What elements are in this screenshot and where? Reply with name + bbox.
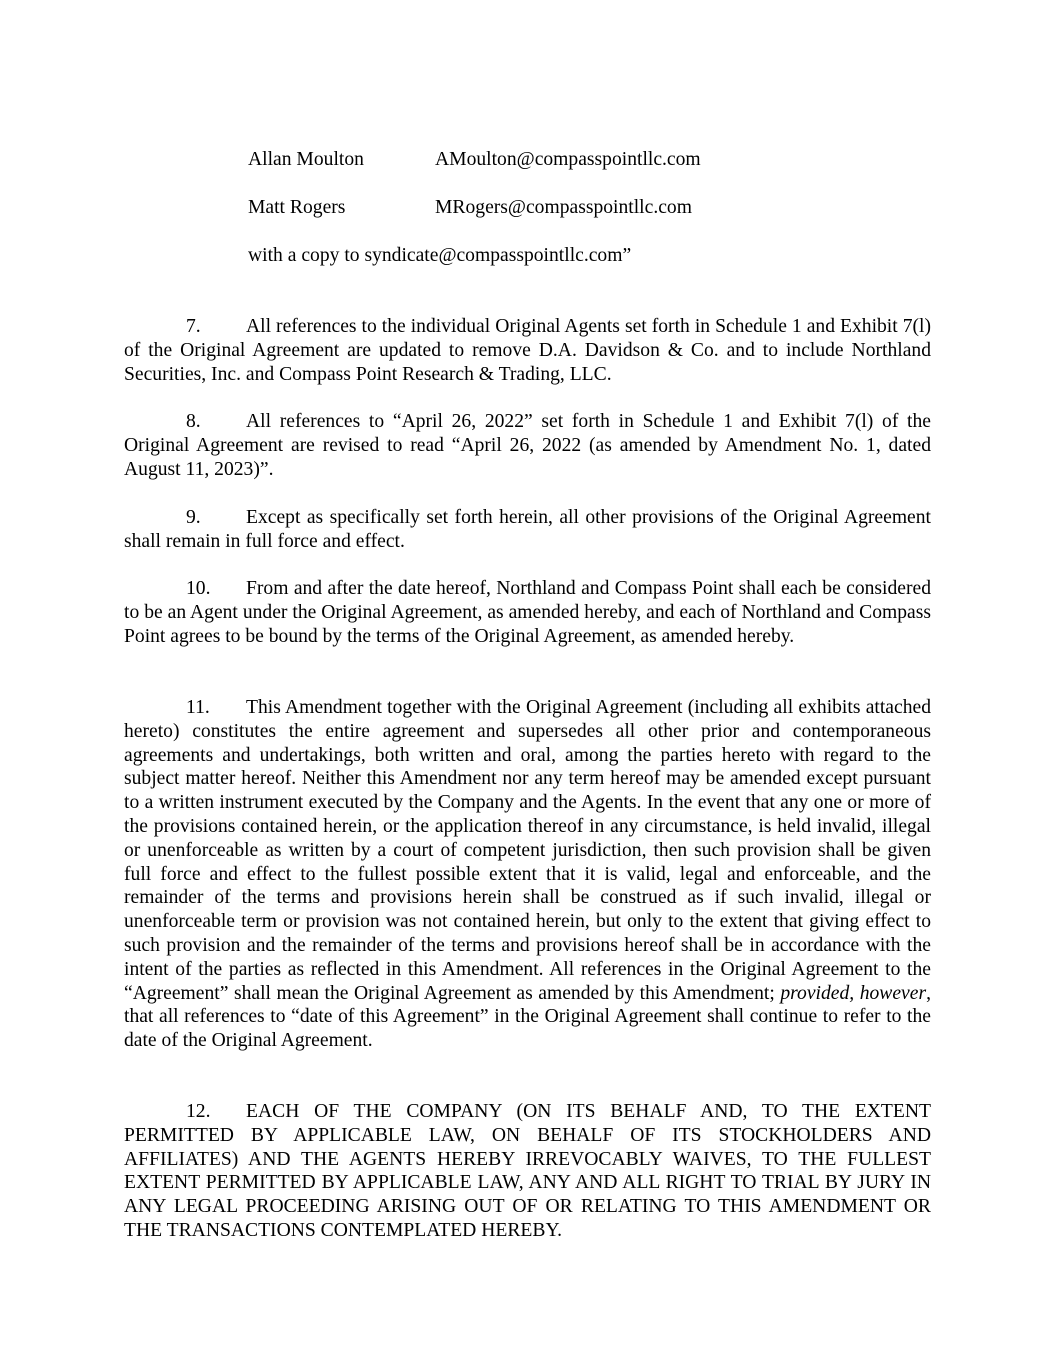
paragraph-number: 8.	[186, 411, 201, 432]
contact-name: Allan Moulton	[248, 149, 364, 170]
contact-email: MRogers@compasspointllc.com	[435, 197, 692, 218]
paragraph-text: , that all references to “date of this Agreement” in the Original Agreement shall continue to refer to the date of the Original Agreement.	[124, 982, 931, 1052]
paragraph-text: EACH OF THE COMPANY (ON ITS BEHALF AND, TO THE EXTENT PERMITTED BY APPLICABLE LAW, ON BEHALF OF ITS STOCKHOLDERS AND AFFILIATES) AND THE AGENTS HEREBY IRREVOCABLY WAIVES, TO THE FULLEST EXTENT PERMITTED BY APPLICABLE LAW, ANY AND ALL RIGHT TO TRIAL BY JURY IN ANY LEGAL PROCEEDING ARISING OUT OF OR RELATING TO THIS AMENDMENT OR THE TRANSACTIONS CONTEMPLATED HEREBY.	[124, 1101, 931, 1241]
paragraph-12	[124, 1100, 931, 1243]
paragraph-9	[124, 506, 931, 554]
contact-email: AMoulton@compasspointllc.com	[435, 149, 701, 170]
paragraph-number: 9.	[186, 507, 201, 528]
paragraph-number: 12.	[186, 1101, 211, 1122]
contact-name: Matt Rogers	[248, 197, 346, 218]
paragraph-10	[124, 577, 931, 648]
paragraph-7	[124, 315, 931, 386]
paragraph-text: Except as specifically set forth herein, all other provisions of the Original Agreement shall remain in full force and effect.	[124, 507, 931, 552]
paragraph-text: All references to the individual Original Agents set forth in Schedule 1 and Exhibit 7(l) of the Original Agreement are updated to remove D.A. Davidson & Co. and to include Northland Securities, Inc. and Compass Point Research & Trading, LLC.	[124, 316, 931, 385]
paragraph-text: This Amendment together with the Original Agreement (including all exhibits attached hereto) constitutes the entire agreement and supersedes all other prior and contemporaneous agreements and undertakings, both written and oral, among the parties hereto with regard to the subject matter hereof. Neither this Amendment nor any term hereof may be amended except pursuant to a written instrument executed by the Company and the Agents. In the event that any one or more of the provisions contained herein, or the application thereof in any circumstance, is held invalid, illegal or unenforceable as written by a court of competent jurisdiction, then such provision shall be given full force and effect to the fullest possible extent that it is valid, legal and enforceable, and the remainder of the terms and provisions herein shall be construed as if such invalid, illegal or unenforceable term or provision was not contained herein, but only to the extent that giving effect to such provision and the remainder of the terms and provisions hereof shall be in accordance with the intent of the parties as reflected in this Amendment. All references in the Original Agreement to the “Agreement” shall mean the Original Agreement as amended by this Amendment;	[124, 697, 931, 1004]
contact-row	[248, 196, 692, 220]
paragraph-number: 7.	[186, 316, 201, 337]
paragraph-8	[124, 410, 931, 481]
contact-row	[248, 148, 701, 172]
paragraph-number: 11.	[186, 697, 210, 718]
paragraph-11	[124, 696, 931, 1053]
paragraph-text: From and after the date hereof, Northland and Compass Point shall each be considered to be an Agent under the Original Agreement, as amended hereby, and each of Northland and Compass Point agrees to be bound by the terms of the Original Agreement, as amended hereby.	[124, 578, 931, 647]
paragraph-number: 10.	[186, 578, 211, 599]
copy-line: with a copy to syndicate@compasspointllc.com”	[248, 245, 632, 266]
paragraph-text: All references to “April 26, 2022” set forth in Schedule 1 and Exhibit 7(l) of the Original Agreement are revised to read “April 26, 2022 (as amended by Amendment No. 1, dated August 11, 2023)”.	[124, 411, 931, 480]
paragraph-italic-text: provided, however	[780, 982, 927, 1004]
